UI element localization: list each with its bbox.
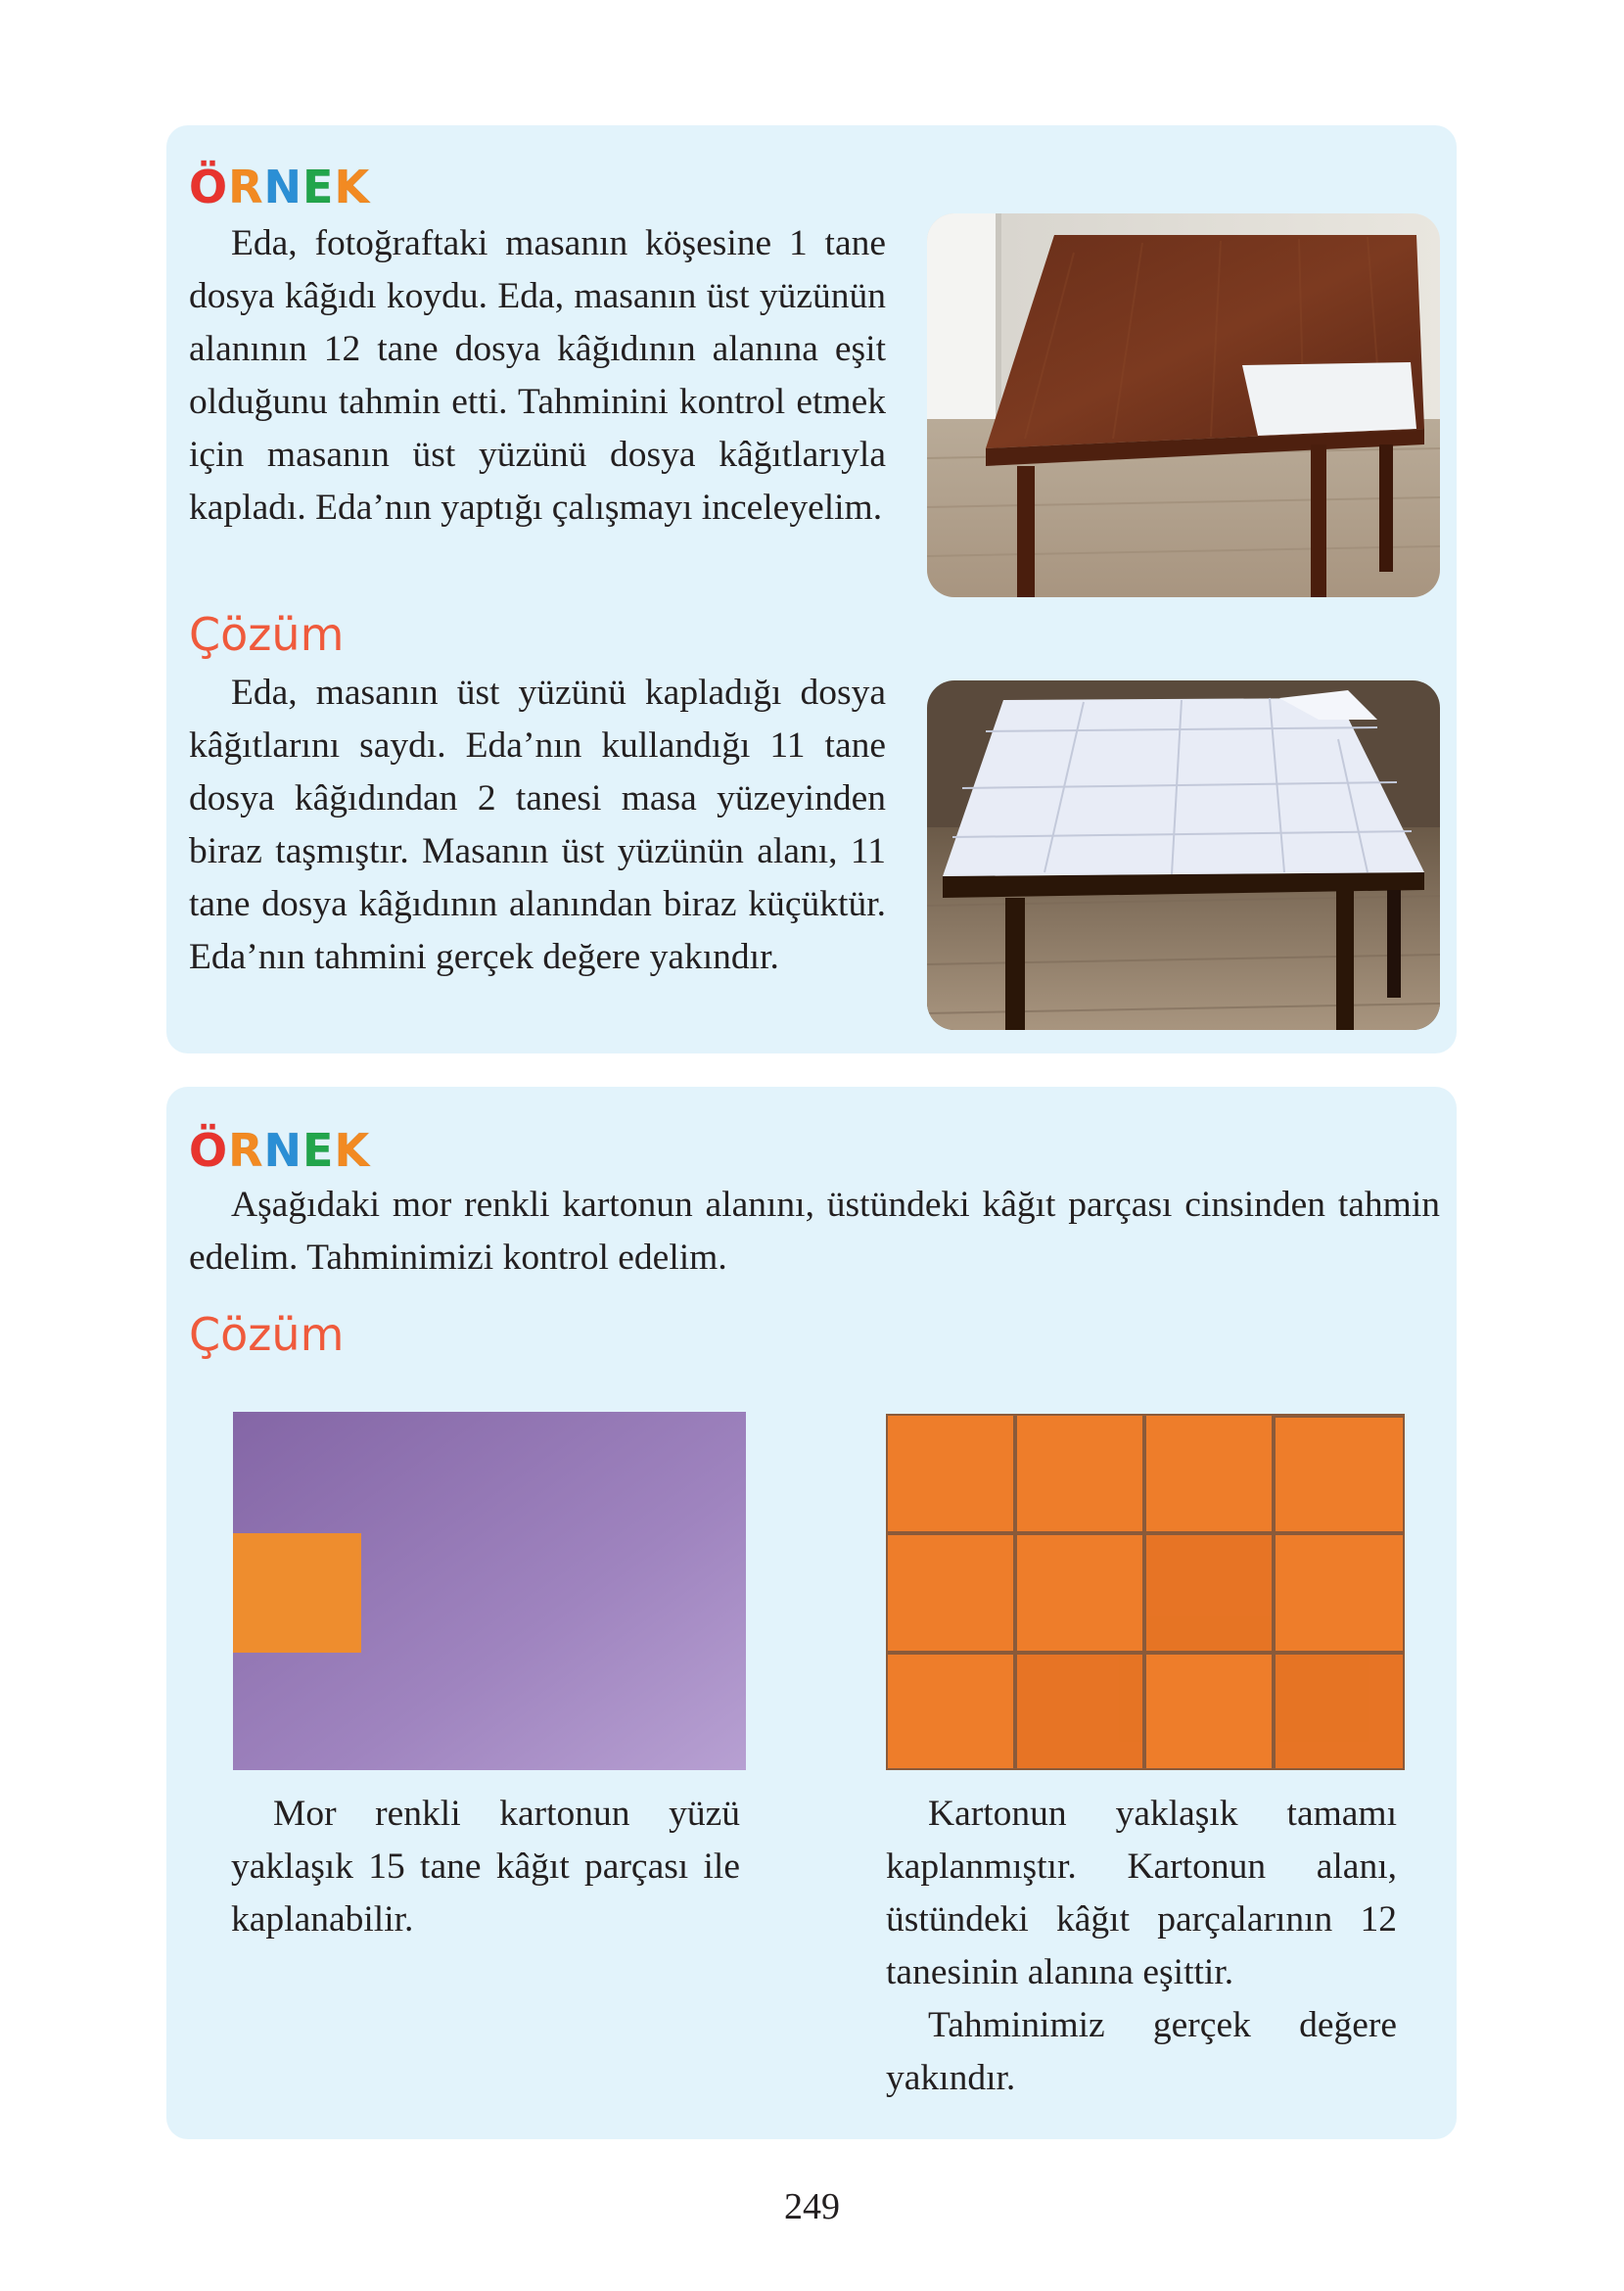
heading-letter: R bbox=[228, 1124, 264, 1177]
table-covered-illustration bbox=[927, 680, 1440, 1030]
cozum-label-2: Çözüm bbox=[189, 1308, 345, 1361]
orange-grid-illustration bbox=[886, 1414, 1405, 1770]
orange-paper-piece bbox=[233, 1533, 361, 1653]
caption-right-paragraph-2: Tahminimiz gerçek değere yakındır. bbox=[886, 2005, 1397, 2098]
heading-letter: R bbox=[228, 161, 264, 213]
page-number: 249 bbox=[784, 2186, 840, 2227]
table-photo-single-sheet bbox=[927, 213, 1440, 597]
table-photo-covered bbox=[927, 680, 1440, 1030]
example1-problem-paragraph: Eda, fotoğraftaki masanın köşesine 1 tane dosya kâğıdı koydu. Eda, masanın üst yüzünün alanının 12 tane dosya kâğıdının alanına eşit olduğunu tahmin etti. Tahminini kontrol etmek için masanın üst yüzünü dosya kâğıtlarıyla kapladı. Eda’nın yaptığı çalışmayı inceleyelim. bbox=[189, 223, 886, 528]
ornek-heading-1 bbox=[189, 161, 371, 213]
example1-solution-text bbox=[189, 667, 886, 984]
caption-right bbox=[886, 1788, 1397, 2105]
example2-problem-text bbox=[189, 1179, 1440, 1285]
purple-cardboard-photo bbox=[233, 1412, 746, 1770]
heading-letter: N bbox=[263, 1124, 303, 1177]
heading-letter: Ö bbox=[189, 1124, 229, 1177]
orange-pieces-grid-photo bbox=[886, 1414, 1405, 1770]
caption-left bbox=[231, 1788, 740, 1946]
heading-letter: K bbox=[334, 161, 371, 213]
heading-letter: K bbox=[334, 1124, 371, 1177]
example2-problem-paragraph: Aşağıdaki mor renkli kartonun alanını, üstündeki kâğıt parçası cinsinden tahmin edelim. Tahminimizi kontrol edelim. bbox=[189, 1185, 1440, 1278]
heading-letter: N bbox=[263, 161, 303, 213]
ornek-heading-2 bbox=[189, 1124, 371, 1177]
caption-left-paragraph: Mor renkli kartonun yüzü yaklaşık 15 tane kâğıt parçası ile kaplanabilir. bbox=[231, 1794, 740, 1940]
example1-problem-text bbox=[189, 217, 886, 535]
heading-letter: E bbox=[302, 1124, 335, 1177]
purple-cardboard-illustration bbox=[233, 1412, 746, 1770]
table-single-sheet-illustration bbox=[927, 213, 1440, 597]
cozum-label-1: Çözüm bbox=[189, 608, 345, 661]
caption-right-paragraph-1: Kartonun yaklaşık tamamı kaplanmıştır. Kartonun alanı, üstündeki kâğıt parçalarının 12 tanesinin alanına eşittir. bbox=[886, 1794, 1397, 1992]
heading-letter: Ö bbox=[189, 161, 229, 213]
heading-letter: E bbox=[302, 161, 335, 213]
example1-solution-paragraph: Eda, masanın üst yüzünü kapladığı dosya kâğıtlarını saydı. Eda’nın kullandığı 11 tane dosya kâğıdından 2 tanesi masa yüzeyinden biraz taşmıştır. Masanın üst yüzünün alanı, 11 tane dosya kâğıdının alanından biraz küçüktür. Eda’nın tahmini gerçek değere yakındır. bbox=[189, 673, 886, 977]
